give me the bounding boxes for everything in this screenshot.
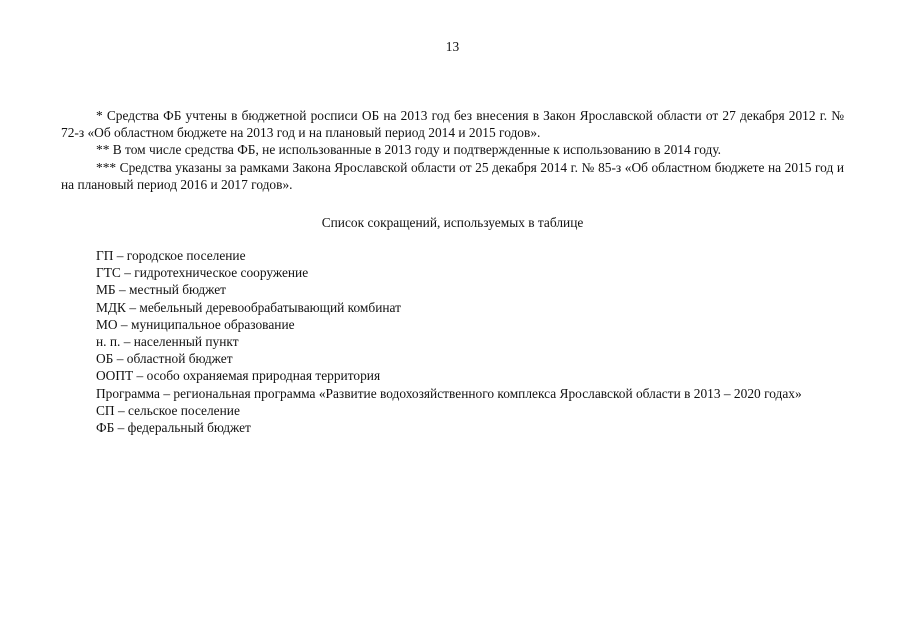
abbreviation-item: ФБ – федеральный бюджет — [96, 420, 251, 436]
abbreviation-item: МО – муниципальное образование — [96, 316, 295, 332]
abbreviation-item: ООПТ – особо охраняемая природная территория — [96, 368, 381, 384]
abbreviation-item: МДК – мебельный деревообрабатывающий комбинат — [96, 299, 401, 315]
abbreviation-item: ОБ – областной бюджет — [96, 351, 233, 367]
footnote-3: *** Средства указаны за рамками Закона Ярославской области от 25 декабря 2014 г. № 85-з «Об областном бюджете на 2015 год и на плановый период 2016 и 2017 годов». — [61, 159, 844, 192]
abbreviation-item: МБ – местный бюджет — [96, 282, 227, 298]
abbreviation-item: ГП – городское поселение — [96, 248, 246, 263]
abbreviation-item: СП – сельское поселение — [96, 402, 240, 418]
footnote-1: * Средства ФБ учтены в бюджетной росписи ОБ на 2013 год без внесения в Закон Ярославской области от 27 декабря 2012 г. № 72-з «Об областном бюджете на 2013 год и на плановый период 2014 и 2015 годов». — [61, 108, 844, 141]
footnote-2: ** В том числе средства ФБ, не использованные в 2013 году и подтвержденные к использованию в 2014 году. — [96, 142, 722, 158]
abbreviation-item: н. п. – населенный пункт — [96, 334, 239, 350]
abbreviation-item: ГТС – гидротехническое сооружение — [96, 265, 309, 281]
abbreviations-list — [61, 247, 844, 436]
footnotes-block — [61, 107, 844, 193]
page-number: 13 — [445, 39, 460, 54]
abbreviation-item: Программа – региональная программа «Развитие водохозяйственного комплекса Ярославской области в 2013 – 2020 годах» — [96, 385, 802, 401]
abbreviations-title: Список сокращений, используемых в таблице — [321, 215, 584, 230]
